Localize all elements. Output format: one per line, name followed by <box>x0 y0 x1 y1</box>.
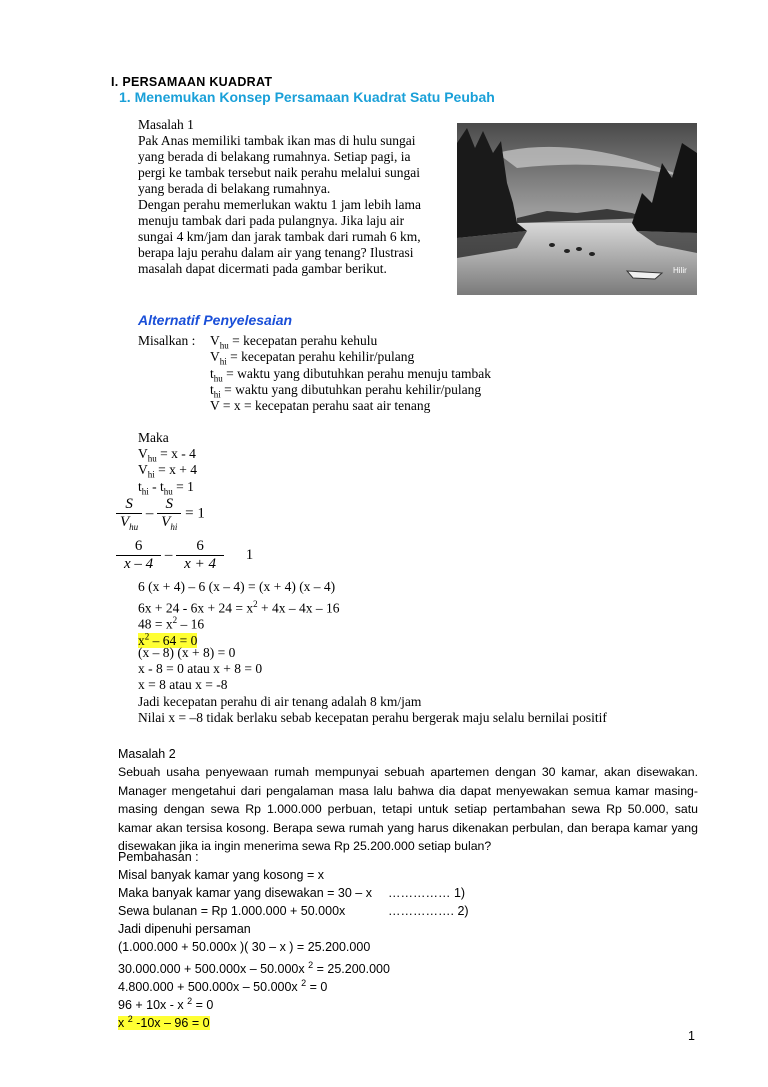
pembahasan-label: Pembahasan : <box>118 850 199 864</box>
step-line-7: x = 8 atau x = -8 <box>138 677 228 692</box>
definition-text: = waktu yang dibutuhkan perahu menuju tambak <box>222 366 491 381</box>
denominator: $V_{hi}$ <box>157 513 181 532</box>
subscript: hi <box>141 486 149 497</box>
subscript: hi <box>147 469 155 480</box>
masalah1-line: masalah dapat dicermati pada gambar berikut. <box>138 261 387 276</box>
m2-line-4: Jadi dipenuhi persaman <box>118 922 251 936</box>
conclusion-line-2: Nilai x = –8 tidak berlaku sebab kecepatan perahu bergerak maju selalu bernilai positif <box>138 710 607 725</box>
subscript: hi <box>219 356 227 367</box>
subscript: hu <box>213 373 223 384</box>
step-line-4-highlighted: $x^2 - 64 = 0$ <box>138 631 198 648</box>
fraction <box>176 538 224 573</box>
denominator: $V_{hu}$ <box>116 513 142 532</box>
m2-line-9-highlighted: x $^2$ -10x – 96 = 0 <box>118 1014 210 1031</box>
masalah1-line: berapa laju perahu dalam air yang tenang? Ilustrasi <box>138 245 414 260</box>
eq-time: $t_{hi} - t_{hu} = 1$ <box>138 479 194 497</box>
fraction <box>157 496 181 532</box>
alternatif-title: Alternatif Penyelesaian <box>138 312 293 328</box>
subsection-title: 1. Menemukan Konsep Persamaan Kuadrat Satu Peubah <box>119 89 495 105</box>
masalah1-line: sungai 4 km/jam dan jarak tambak dari rumah 6 km, <box>138 229 421 244</box>
eq-vhi: $V_{hi} = x + 4$ <box>138 462 197 480</box>
section-title: I. PERSAMAAN KUADRAT <box>111 75 273 89</box>
definition-text: = kecepatan perahu kehulu <box>228 333 378 348</box>
denominator: x – 4 <box>116 555 161 573</box>
m2-line-3: Sewa bulanan = Rp 1.000.000 + 50.000x <box>118 904 346 918</box>
page-number: 1 <box>688 1029 695 1043</box>
subscript: hi <box>213 389 221 400</box>
masalah1-block <box>138 117 448 277</box>
step-line-2: $6x + 24 - 6x + 24 = x^2 + 4x - 4x - 16$ <box>138 599 340 616</box>
m2-line-3-ref: ……………. 2) <box>388 904 469 918</box>
fraction <box>116 538 161 573</box>
definition-text: = waktu yang dibutuhkan perahu kehilir/pulang <box>220 382 482 397</box>
m2-line-8: 96 + 10x - x $^2$ = 0 <box>118 996 214 1013</box>
symbol: V <box>210 349 220 364</box>
hilir-label: Hilir <box>673 266 687 275</box>
masalah2-paragraph: Sebuah usaha penyewaan rumah mempunyai sebuah apartemen dengan 30 kamar, akan disewakan. Manager mengetahui dari pengalaman masa lalu bahwa dia dapat menyewakan semua kamar masing-masing dengan sewa Rp 1.000.000 perbuan, tetapi untuk setiap pertambahan sewa Rp 50.000, satu kamar akan tersisa kosong. Berapa sewa rumah yang harus dikenakan perbulan, dan berapa kamar yang disewakan jika ia ingin menerima sewa Rp 25.200.000 setiap bulan? <box>118 765 698 854</box>
m2-line-6: 30.000.000 + 500.000x – 50.000x $^2$ = 25.200.000 <box>118 960 390 977</box>
eq-vhu: $V_{hu} = x - 4$ <box>138 446 196 464</box>
step-line-6: x - 8 = 0 atau x + 8 = 0 <box>138 661 263 676</box>
masalah1-line: Pak Anas memiliki tambak ikan mas di hulu sungai <box>138 133 416 148</box>
symbol: V <box>210 333 220 348</box>
fraction <box>116 496 142 532</box>
conclusion-line-1: Jadi kecepatan perahu di air tenang adalah 8 km/jam <box>138 694 422 709</box>
subscript: hu <box>147 453 157 464</box>
step-line-5: (x – 8) (x + 8) = 0 <box>138 645 236 660</box>
m2-line-7: 4.800.000 + 500.000x – 50.000x $^2$ = 0 <box>118 978 328 995</box>
step-line-3: $48 = x^2 - 16$ <box>138 615 205 632</box>
symbol: t <box>210 366 214 381</box>
fraction-equation-2 <box>116 538 253 573</box>
masalah1-line: yang berada di belakang rumahnya. <box>138 181 331 196</box>
one-value: 1 <box>245 547 254 563</box>
masalah2-heading: Masalah 2 <box>118 747 176 761</box>
m2-line-2-ref: …………… 1) <box>388 886 466 900</box>
misalkan-label: Misalkan : <box>138 333 196 348</box>
numerator: 6 <box>196 538 204 554</box>
masalah1-line: yang berada di belakang rumahnya. Setiap pagi, ia <box>138 149 411 164</box>
numerator: S <box>125 496 133 512</box>
subscript: hu <box>163 486 173 497</box>
equals-one: = 1 <box>185 505 205 522</box>
numerator: S <box>165 496 174 512</box>
masalah1-line: menuju tambak dari pada pulangnya. Jika laju air <box>138 213 405 228</box>
masalah1-line: Dengan perahu memerlukan waktu 1 jam lebih lama <box>138 197 422 212</box>
definition-v: V = x = kecepatan perahu saat air tenang <box>210 398 431 413</box>
step-line-1: 6 (x + 4) – 6 (x – 4) = (x + 4) (x – 4) <box>138 579 336 594</box>
minus-sign: – <box>164 547 173 563</box>
minus-sign: – <box>145 505 154 522</box>
eq-text: = x - 4 <box>156 446 196 461</box>
eq-text: = 1 <box>172 479 194 494</box>
river-photo <box>457 123 697 295</box>
masalah1-heading: Masalah 1 <box>138 117 194 132</box>
eq-text: = x + 4 <box>154 462 197 477</box>
symbol: t <box>210 382 214 397</box>
masalah1-line: pergi ke tambak tersebut naik perahu melalui sungai <box>138 165 421 180</box>
m2-line-1: Misal banyak kamar yang kosong = x <box>118 868 325 882</box>
m2-line-2: Maka banyak kamar yang disewakan = 30 – x <box>118 886 372 900</box>
denominator: x + 4 <box>176 555 224 573</box>
maka-label: Maka <box>138 430 169 445</box>
definition-text: = kecepatan perahu kehilir/pulang <box>226 349 415 364</box>
fraction-equation-1 <box>116 496 205 532</box>
m2-line-5: (1.000.000 + 50.000x )( 30 – x ) = 25.200.000 <box>118 940 371 954</box>
subscript: hu <box>219 340 229 351</box>
numerator: 6 <box>134 538 143 554</box>
